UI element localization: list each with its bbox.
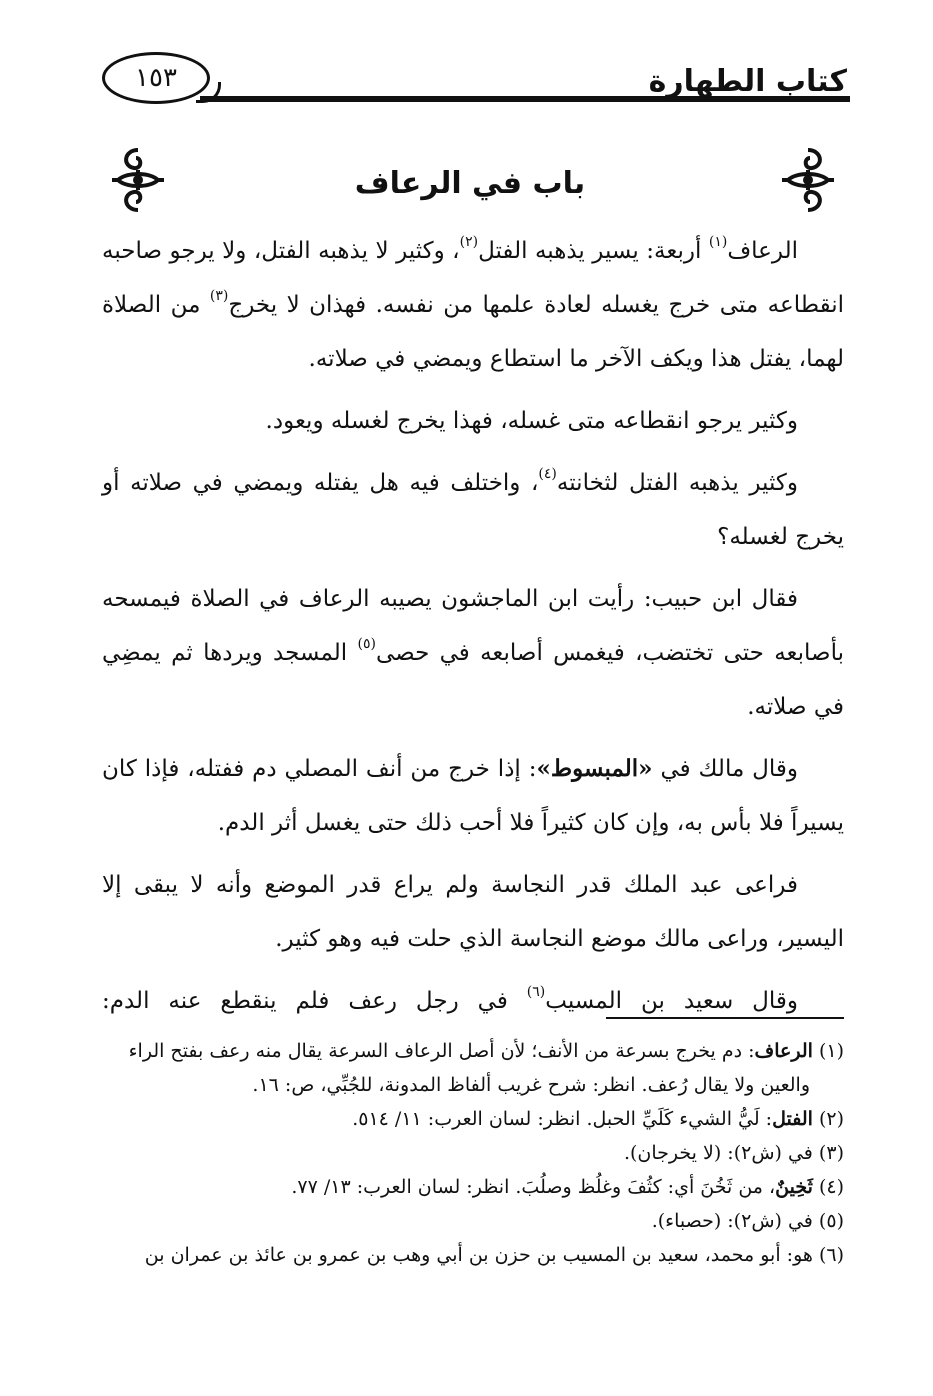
text-run: الرعاف (727, 238, 798, 264)
main-text (102, 224, 844, 1036)
text-run: ، من ثَخُنَ أي: كثُفَ وغلُظ وصلُبَ. انظر: لسان العرب: ١٣/ ٧٧. (291, 1176, 776, 1198)
footnote-1-continued: والعين ولا يقال رُعف. انظر: شرح غريب ألفاظ المدونة، للجُبِّي، ص: ١٦. (252, 1074, 810, 1096)
footnote-5: (٥) في (ش٢): (حصباء). (651, 1210, 844, 1232)
text-run: : إذا خرج من أنف المصلي دم ففتله، فإذا كان يسيراً فلا بأس به، وإن كان كثيراً فلا أحب ذلك حتى يغسل أثر الدم. (102, 756, 844, 836)
footnotes (100, 1034, 844, 1272)
footnote-ref-4: (٤) (538, 466, 557, 482)
text-run: ، وكثير لا يذهبه الفتل، ولا يرجو صاحبه انقطاعه متى خرج يغسله لعادة علمها من نفسه. فهذان لا يخرج (102, 238, 844, 318)
footnote-term: الرعاف (754, 1040, 813, 1062)
paragraph-7 (102, 974, 844, 1028)
text-run: من الصلاة لهما، يفتل هذا ويكف الآخر ما استطاع ويمضي في صلاته. (102, 292, 844, 372)
text-run: وقال سعيد بن المسيب (545, 988, 798, 1014)
right-ornament-icon (778, 144, 838, 216)
paragraph-4 (102, 572, 844, 734)
footnote-term: ثَخِينٌ (775, 1176, 813, 1198)
text-run: وقال مالك في (652, 756, 799, 782)
footnote-term: الفتل (772, 1108, 813, 1130)
footnote-1 (100, 1034, 844, 1068)
footnote-ref-3: (٣) (209, 288, 229, 304)
footnote-3: (٣) في (ش٢): (لا يخرجان). (623, 1142, 844, 1164)
running-head-title: كتاب الطهارة (648, 64, 847, 99)
text-run: : لَيُّ الشيء كَلَيِّ الحبل. انظر: لسان العرب: ١١/ ٥١٤. (352, 1108, 773, 1130)
text-run: أربعة: يسير يذهبه الفتل (478, 238, 709, 264)
footnote-ref-6: (٦) (526, 984, 546, 1000)
paragraph-6: فراعى عبد الملك قدر النجاسة ولم يراع قدر الموضع وأنه لا يبقى إلا اليسير، وراعى مالك موضع النجاسة الذي حلت فيه وهو كثير. (102, 872, 844, 952)
text-run: فقال ابن حبيب: رأيت ابن الماجشون يصيبه الرعاف في الصلاة فيمسحه بأصابعه حتى تختضب، فيغمس أصابعه في حصى (102, 586, 844, 666)
chapter-title: باب في الرعاف (354, 166, 586, 201)
page-number: ١٥٣ (135, 63, 177, 93)
text-run: ، واختلف فيه هل يفتله ويمضي في صلاته أو يخرج لغسله؟ (102, 470, 844, 550)
page-number-oval (102, 52, 210, 104)
paragraph-2: وكثير يرجو انقطاعه متى غسله، فهذا يخرج لغسله ويعود. (265, 408, 798, 434)
footnote-ref-2: (٢) (459, 234, 479, 250)
footnote-ref-5: (٥) (357, 636, 376, 652)
footnote-number: (٤) (812, 1176, 844, 1198)
footnote-separator (606, 1017, 844, 1019)
chapter-heading (100, 140, 840, 220)
text-run: المسجد ويردها ثم يمضِي في صلاته. (102, 640, 844, 720)
footnote-ref-1: (١) (708, 234, 728, 250)
paragraph-1 (102, 224, 844, 386)
footnote-6: (٦) هو: أبو محمد، سعيد بن المسيب بن حزن بن أبي وهب بن عمرو بن عائذ بن عمران بن (144, 1244, 844, 1266)
text-run: وكثير يذهبه الفتل لثخانته (556, 470, 798, 496)
footnote-4 (100, 1170, 844, 1204)
footnote-number: (٢) (812, 1108, 844, 1130)
book-title-reference: «المبسوط» (536, 755, 653, 782)
text-run: في رجل رعف فلم ينقطع عنه الدم: (102, 988, 527, 1014)
paragraph-3 (102, 456, 844, 564)
text-run: : دم يخرج بسرعة من الأنف؛ لأن أصل الرعاف السرعة يقال منه رعف بفتح الراء (128, 1040, 755, 1062)
footnote-number: (١) (812, 1040, 844, 1062)
footnote-2 (100, 1102, 844, 1136)
paragraph-5 (102, 742, 844, 850)
